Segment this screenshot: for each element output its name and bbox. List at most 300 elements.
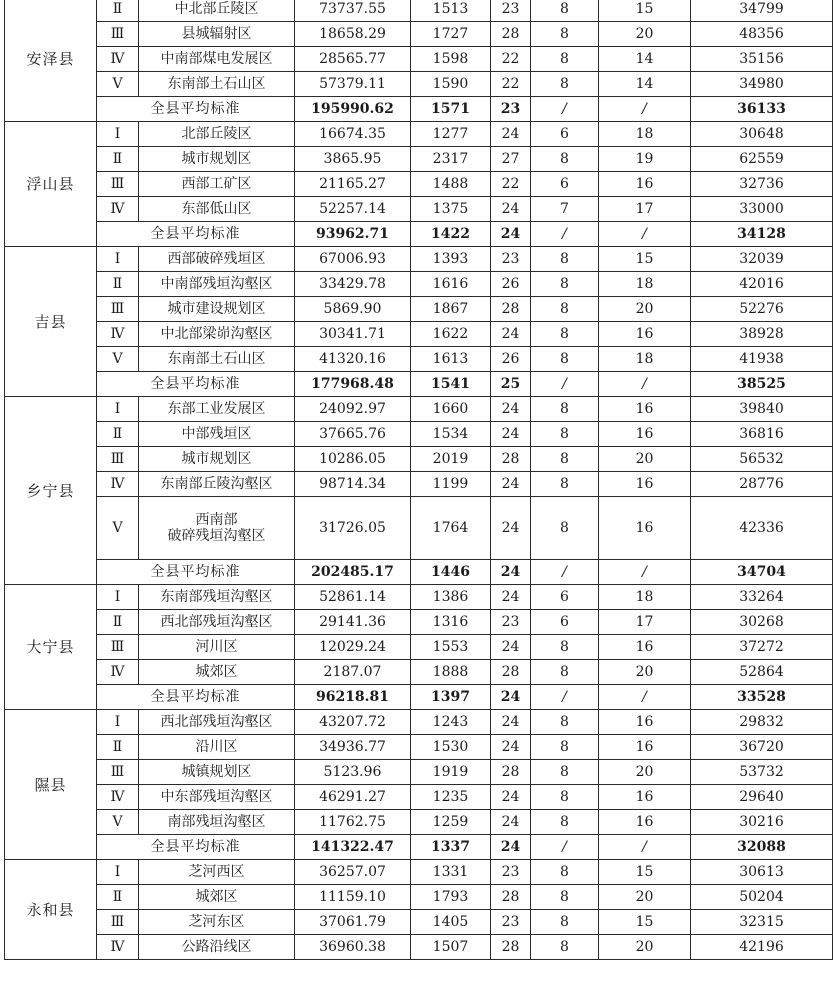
value-cell-3: 26 [491, 347, 531, 372]
standard-value-cell: 28776 [691, 472, 833, 497]
value-cell-2: 1375 [411, 197, 491, 222]
value-cell-2: 1919 [411, 760, 491, 785]
value-cell-2: 1727 [411, 22, 491, 47]
average-value-cell-5: / [599, 97, 691, 122]
average-value-cell-2: 1422 [411, 222, 491, 247]
area-value-cell: 33429.78 [295, 272, 411, 297]
standard-value-cell: 33264 [691, 585, 833, 610]
zone-numeral-cell: Ⅴ [97, 347, 139, 372]
zone-numeral-cell: Ⅳ [97, 472, 139, 497]
value-cell-5: 18 [599, 347, 691, 372]
average-standard-cell: 32088 [691, 835, 833, 860]
value-cell-3: 23 [491, 247, 531, 272]
area-name-cell: 中南部煤电发展区 [139, 47, 295, 72]
value-cell-5: 15 [599, 0, 691, 22]
value-cell-2: 1488 [411, 172, 491, 197]
area-name-cell: 城市规划区 [139, 447, 295, 472]
value-cell-5: 19 [599, 147, 691, 172]
value-cell-4: 8 [531, 47, 599, 72]
area-value-cell: 73737.55 [295, 0, 411, 22]
value-cell-5: 15 [599, 860, 691, 885]
area-value-cell: 43207.72 [295, 710, 411, 735]
zone-numeral-cell: Ⅳ [97, 785, 139, 810]
value-cell-2: 1534 [411, 422, 491, 447]
value-cell-5: 20 [599, 297, 691, 322]
value-cell-4: 8 [531, 347, 599, 372]
average-label-cell: 全县平均标准 [97, 560, 295, 585]
average-value-cell-5: / [599, 685, 691, 710]
average-standard-cell: 33528 [691, 685, 833, 710]
value-cell-5: 16 [599, 397, 691, 422]
county-name-cell: 大宁县 [5, 585, 97, 710]
value-cell-3: 24 [491, 122, 531, 147]
average-standard-cell: 34128 [691, 222, 833, 247]
value-cell-2: 2317 [411, 147, 491, 172]
table-row [5, 22, 833, 47]
area-name-cell: 沿川区 [139, 735, 295, 760]
area-value-cell: 36257.07 [295, 860, 411, 885]
value-cell-3: 24 [491, 197, 531, 222]
average-standard-cell: 38525 [691, 372, 833, 397]
value-cell-2: 1616 [411, 272, 491, 297]
zone-numeral-cell: Ⅰ [97, 397, 139, 422]
zone-numeral-cell: Ⅳ [97, 47, 139, 72]
standard-value-cell: 30268 [691, 610, 833, 635]
zone-numeral-cell: Ⅳ [97, 322, 139, 347]
standard-value-cell: 38928 [691, 322, 833, 347]
value-cell-2: 1259 [411, 810, 491, 835]
area-value-cell: 21165.27 [295, 172, 411, 197]
area-value-cell: 57379.11 [295, 72, 411, 97]
area-name-cell: 东南部土石山区 [139, 347, 295, 372]
standard-value-cell: 42016 [691, 272, 833, 297]
table-row [5, 397, 833, 422]
county-average-row [5, 222, 833, 247]
value-cell-2: 1613 [411, 347, 491, 372]
value-cell-4: 8 [531, 635, 599, 660]
average-value-cell-4: / [531, 685, 599, 710]
average-label-cell: 全县平均标准 [97, 97, 295, 122]
area-value-cell: 67006.93 [295, 247, 411, 272]
table-row [5, 660, 833, 685]
value-cell-4: 7 [531, 197, 599, 222]
value-cell-3: 24 [491, 497, 531, 560]
value-cell-5: 20 [599, 935, 691, 960]
value-cell-2: 1507 [411, 935, 491, 960]
area-name-cell: 公路沿线区 [139, 935, 295, 960]
average-value-cell-4: / [531, 222, 599, 247]
area-name-cell: 中北部丘陵区 [139, 0, 295, 22]
value-cell-3: 28 [491, 22, 531, 47]
area-name-cell: 县城辐射区 [139, 22, 295, 47]
table-row [5, 497, 833, 560]
value-cell-5: 16 [599, 810, 691, 835]
county-name-cell: 浮山县 [5, 122, 97, 247]
value-cell-3: 24 [491, 585, 531, 610]
value-cell-4: 8 [531, 272, 599, 297]
average-value-cell-4: / [531, 560, 599, 585]
average-value-cell-4: / [531, 372, 599, 397]
area-name-cell: 中南部残垣沟壑区 [139, 272, 295, 297]
value-cell-2: 1867 [411, 297, 491, 322]
area-value-cell: 52861.14 [295, 585, 411, 610]
value-cell-3: 24 [491, 397, 531, 422]
area-name-line-2: 破碎残垣沟壑区 [167, 528, 266, 544]
value-cell-5: 20 [599, 760, 691, 785]
area-name-cell: 城郊区 [139, 885, 295, 910]
value-cell-4: 8 [531, 297, 599, 322]
value-cell-5: 16 [599, 735, 691, 760]
standard-value-cell: 41938 [691, 347, 833, 372]
value-cell-4: 8 [531, 247, 599, 272]
average-value-cell-2: 1571 [411, 97, 491, 122]
area-value-cell: 11762.75 [295, 810, 411, 835]
zone-numeral-cell: Ⅰ [97, 710, 139, 735]
average-area-cell: 141322.47 [295, 835, 411, 860]
value-cell-5: 16 [599, 322, 691, 347]
county-name-cell: 永和县 [5, 860, 97, 960]
area-value-cell: 3865.95 [295, 147, 411, 172]
value-cell-3: 28 [491, 935, 531, 960]
value-cell-4: 8 [531, 397, 599, 422]
table-row [5, 0, 833, 22]
value-cell-4: 8 [531, 447, 599, 472]
value-cell-3: 24 [491, 422, 531, 447]
value-cell-4: 8 [531, 22, 599, 47]
table-row [5, 935, 833, 960]
area-name-cell: 南部残垣沟壑区 [139, 810, 295, 835]
value-cell-3: 28 [491, 760, 531, 785]
value-cell-4: 8 [531, 497, 599, 560]
value-cell-2: 1331 [411, 860, 491, 885]
value-cell-5: 20 [599, 447, 691, 472]
standard-value-cell: 48356 [691, 22, 833, 47]
area-value-cell: 5869.90 [295, 297, 411, 322]
zone-numeral-cell: Ⅳ [97, 935, 139, 960]
area-name-cell: 城市规划区 [139, 147, 295, 172]
area-name-cell: 城镇规划区 [139, 760, 295, 785]
zone-numeral-cell: Ⅲ [97, 22, 139, 47]
value-cell-3: 28 [491, 660, 531, 685]
area-name-cell: 城市建设规划区 [139, 297, 295, 322]
area-value-cell: 37665.76 [295, 422, 411, 447]
standard-value-cell: 32736 [691, 172, 833, 197]
zone-numeral-cell: Ⅱ [97, 610, 139, 635]
table-row [5, 172, 833, 197]
value-cell-2: 1590 [411, 72, 491, 97]
table-row [5, 785, 833, 810]
average-value-cell-2: 1446 [411, 560, 491, 585]
standard-value-cell: 30648 [691, 122, 833, 147]
table-row [5, 272, 833, 297]
table-row [5, 635, 833, 660]
area-name-cell: 西北部残垣沟壑区 [139, 610, 295, 635]
average-standard-cell: 34704 [691, 560, 833, 585]
value-cell-4: 8 [531, 810, 599, 835]
zone-numeral-cell: Ⅳ [97, 197, 139, 222]
value-cell-5: 18 [599, 585, 691, 610]
value-cell-5: 15 [599, 910, 691, 935]
value-cell-5: 16 [599, 422, 691, 447]
area-name-cell: 东南部土石山区 [139, 72, 295, 97]
zone-numeral-cell: Ⅲ [97, 172, 139, 197]
average-value-cell-2: 1397 [411, 685, 491, 710]
zone-numeral-cell: Ⅱ [97, 422, 139, 447]
area-value-cell: 18658.29 [295, 22, 411, 47]
value-cell-5: 18 [599, 122, 691, 147]
county-name-cell: 安泽县 [5, 0, 97, 122]
zone-numeral-cell: Ⅱ [97, 735, 139, 760]
value-cell-4: 8 [531, 147, 599, 172]
value-cell-2: 1598 [411, 47, 491, 72]
area-name-cell: 中东部残垣沟壑区 [139, 785, 295, 810]
zone-numeral-cell: Ⅲ [97, 297, 139, 322]
value-cell-2: 1235 [411, 785, 491, 810]
value-cell-2: 1660 [411, 397, 491, 422]
value-cell-2: 1622 [411, 322, 491, 347]
value-cell-2: 1553 [411, 635, 491, 660]
compensation-standard-table [4, 0, 833, 960]
table-row [5, 447, 833, 472]
average-area-cell: 96218.81 [295, 685, 411, 710]
value-cell-3: 23 [491, 860, 531, 885]
value-cell-3: 23 [491, 610, 531, 635]
standard-value-cell: 42336 [691, 497, 833, 560]
area-name-cell: 中北部梁峁沟壑区 [139, 322, 295, 347]
value-cell-3: 23 [491, 0, 531, 22]
value-cell-4: 8 [531, 885, 599, 910]
value-cell-5: 20 [599, 22, 691, 47]
value-cell-3: 24 [491, 785, 531, 810]
table-row [5, 72, 833, 97]
value-cell-5: 16 [599, 635, 691, 660]
value-cell-3: 22 [491, 47, 531, 72]
county-average-row [5, 835, 833, 860]
area-name-cell: 西部破碎残垣区 [139, 247, 295, 272]
standard-value-cell: 52276 [691, 297, 833, 322]
value-cell-2: 2019 [411, 447, 491, 472]
average-value-cell-5: / [599, 222, 691, 247]
average-area-cell: 202485.17 [295, 560, 411, 585]
table-row [5, 347, 833, 372]
area-value-cell: 36960.38 [295, 935, 411, 960]
county-name-cell: 乡宁县 [5, 397, 97, 585]
average-value-cell-5: / [599, 835, 691, 860]
area-name-cell: 西北部残垣沟壑区 [139, 710, 295, 735]
standard-value-cell: 29832 [691, 710, 833, 735]
average-value-cell-3: 25 [491, 372, 531, 397]
table-row [5, 860, 833, 885]
table-row [5, 610, 833, 635]
value-cell-3: 26 [491, 272, 531, 297]
standard-value-cell: 39840 [691, 397, 833, 422]
value-cell-3: 23 [491, 910, 531, 935]
area-value-cell: 31726.05 [295, 497, 411, 560]
table-row [5, 810, 833, 835]
zone-numeral-cell: Ⅲ [97, 447, 139, 472]
zone-numeral-cell: Ⅰ [97, 247, 139, 272]
value-cell-5: 17 [599, 197, 691, 222]
table-row [5, 422, 833, 447]
value-cell-5: 17 [599, 610, 691, 635]
area-value-cell: 24092.97 [295, 397, 411, 422]
table-row [5, 585, 833, 610]
table-row [5, 147, 833, 172]
standard-value-cell: 29640 [691, 785, 833, 810]
area-value-cell: 28565.77 [295, 47, 411, 72]
table-row [5, 760, 833, 785]
value-cell-5: 20 [599, 660, 691, 685]
value-cell-3: 24 [491, 710, 531, 735]
average-value-cell-2: 1337 [411, 835, 491, 860]
zone-numeral-cell: Ⅰ [97, 585, 139, 610]
value-cell-3: 24 [491, 810, 531, 835]
value-cell-2: 1530 [411, 735, 491, 760]
zone-numeral-cell: Ⅳ [97, 660, 139, 685]
value-cell-2: 1793 [411, 885, 491, 910]
area-value-cell: 29141.36 [295, 610, 411, 635]
zone-numeral-cell: Ⅲ [97, 635, 139, 660]
area-name-cell: 西部工矿区 [139, 172, 295, 197]
value-cell-4: 8 [531, 760, 599, 785]
value-cell-4: 6 [531, 172, 599, 197]
value-cell-3: 28 [491, 447, 531, 472]
average-label-cell: 全县平均标准 [97, 685, 295, 710]
zone-numeral-cell: Ⅲ [97, 910, 139, 935]
average-label-cell: 全县平均标准 [97, 372, 295, 397]
area-value-cell: 2187.07 [295, 660, 411, 685]
value-cell-4: 8 [531, 660, 599, 685]
area-name-cell: 北部丘陵区 [139, 122, 295, 147]
zone-numeral-cell: Ⅰ [97, 860, 139, 885]
value-cell-2: 1513 [411, 0, 491, 22]
area-value-cell: 11159.10 [295, 885, 411, 910]
standard-value-cell: 35156 [691, 47, 833, 72]
value-cell-3: 28 [491, 885, 531, 910]
standard-value-cell: 42196 [691, 935, 833, 960]
area-name-cell: 东部工业发展区 [139, 397, 295, 422]
value-cell-5: 20 [599, 885, 691, 910]
value-cell-2: 1386 [411, 585, 491, 610]
standard-value-cell: 52864 [691, 660, 833, 685]
value-cell-5: 16 [599, 172, 691, 197]
county-name-cell: 隰县 [5, 710, 97, 860]
average-value-cell-3: 24 [491, 685, 531, 710]
table-page [4, 0, 786, 990]
table-row [5, 735, 833, 760]
value-cell-2: 1888 [411, 660, 491, 685]
area-name-cell [139, 497, 295, 560]
value-cell-4: 8 [531, 322, 599, 347]
average-area-cell: 177968.48 [295, 372, 411, 397]
value-cell-3: 22 [491, 172, 531, 197]
table-row [5, 322, 833, 347]
zone-numeral-cell: Ⅴ [97, 72, 139, 97]
table-row [5, 197, 833, 222]
value-cell-4: 8 [531, 935, 599, 960]
average-value-cell-2: 1541 [411, 372, 491, 397]
value-cell-2: 1199 [411, 472, 491, 497]
area-value-cell: 34936.77 [295, 735, 411, 760]
county-average-row [5, 97, 833, 122]
average-value-cell-3: 24 [491, 560, 531, 585]
value-cell-3: 24 [491, 472, 531, 497]
table-row [5, 710, 833, 735]
area-name-cell: 中部残垣区 [139, 422, 295, 447]
table-row [5, 247, 833, 272]
area-name-cell: 河川区 [139, 635, 295, 660]
table-row [5, 297, 833, 322]
table-row [5, 885, 833, 910]
value-cell-4: 8 [531, 710, 599, 735]
county-average-row [5, 560, 833, 585]
area-name-cell: 芝河西区 [139, 860, 295, 885]
table-row [5, 472, 833, 497]
value-cell-4: 8 [531, 72, 599, 97]
area-name-cell: 东部低山区 [139, 197, 295, 222]
average-area-cell: 93962.71 [295, 222, 411, 247]
value-cell-2: 1764 [411, 497, 491, 560]
zone-numeral-cell: Ⅱ [97, 147, 139, 172]
area-name-cell: 城郊区 [139, 660, 295, 685]
value-cell-2: 1316 [411, 610, 491, 635]
value-cell-5: 14 [599, 72, 691, 97]
standard-value-cell: 36720 [691, 735, 833, 760]
zone-numeral-cell: Ⅱ [97, 885, 139, 910]
area-value-cell: 16674.35 [295, 122, 411, 147]
area-value-cell: 30341.71 [295, 322, 411, 347]
area-value-cell: 98714.34 [295, 472, 411, 497]
value-cell-4: 6 [531, 122, 599, 147]
value-cell-5: 16 [599, 472, 691, 497]
value-cell-3: 28 [491, 297, 531, 322]
area-value-cell: 37061.79 [295, 910, 411, 935]
value-cell-3: 24 [491, 635, 531, 660]
standard-value-cell: 50204 [691, 885, 833, 910]
value-cell-5: 16 [599, 710, 691, 735]
value-cell-2: 1243 [411, 710, 491, 735]
average-label-cell: 全县平均标准 [97, 222, 295, 247]
standard-value-cell: 30613 [691, 860, 833, 885]
zone-numeral-cell: Ⅴ [97, 497, 139, 560]
average-value-cell-5: / [599, 560, 691, 585]
area-value-cell: 41320.16 [295, 347, 411, 372]
zone-numeral-cell: Ⅴ [97, 810, 139, 835]
value-cell-3: 27 [491, 147, 531, 172]
average-value-cell-3: 24 [491, 222, 531, 247]
standard-value-cell: 34799 [691, 0, 833, 22]
area-name-cell: 芝河东区 [139, 910, 295, 935]
value-cell-4: 8 [531, 860, 599, 885]
standard-value-cell: 30216 [691, 810, 833, 835]
standard-value-cell: 32315 [691, 910, 833, 935]
standard-value-cell: 32039 [691, 247, 833, 272]
value-cell-5: 16 [599, 497, 691, 560]
county-average-row [5, 372, 833, 397]
average-value-cell-4: / [531, 835, 599, 860]
average-value-cell-3: 23 [491, 97, 531, 122]
area-value-cell: 46291.27 [295, 785, 411, 810]
value-cell-2: 1393 [411, 247, 491, 272]
average-label-cell: 全县平均标准 [97, 835, 295, 860]
value-cell-4: 8 [531, 0, 599, 22]
table-row [5, 910, 833, 935]
standard-value-cell: 62559 [691, 147, 833, 172]
county-name-cell: 吉县 [5, 247, 97, 397]
average-area-cell: 195990.62 [295, 97, 411, 122]
table-row [5, 122, 833, 147]
zone-numeral-cell: Ⅱ [97, 272, 139, 297]
